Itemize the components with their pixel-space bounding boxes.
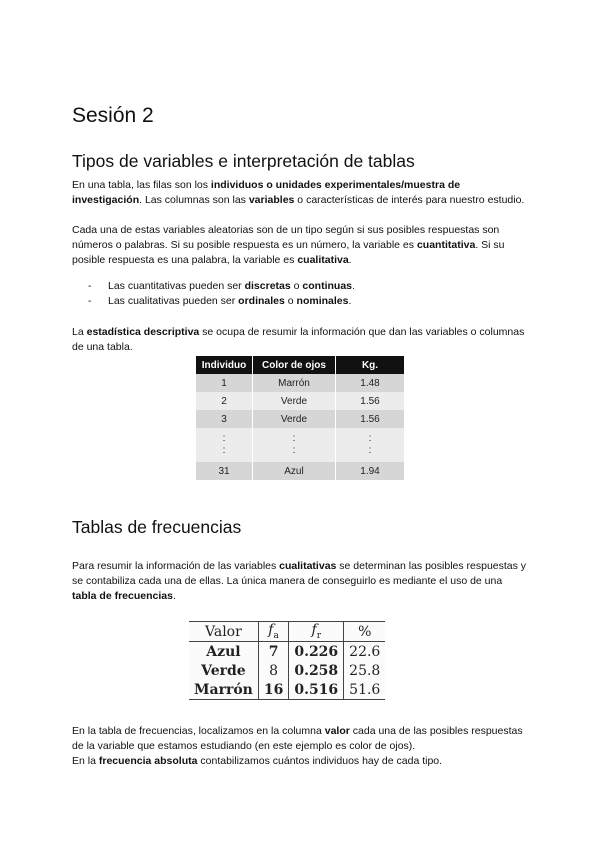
column-header: Individuo xyxy=(196,356,253,374)
table-cell: 1.48 xyxy=(336,374,405,392)
table-cell: Azul xyxy=(189,642,258,662)
table-cell: Azul xyxy=(253,462,336,480)
list-item: - Las cuantitativas pueden ser discretas o continuas. xyxy=(88,280,355,292)
table-cell: 7 xyxy=(258,642,288,662)
table-ellipsis-row xyxy=(196,428,405,462)
table-cell: 1.56 xyxy=(336,410,405,428)
section-title-variables: Tipos de variables e interpretación de tablas xyxy=(72,151,415,171)
section-title-frequency-tables: Tablas de frecuencias xyxy=(72,517,242,537)
table-cell: 31 xyxy=(196,462,253,480)
table-cell: Verde xyxy=(253,410,336,428)
table-cell: 51.6 xyxy=(344,680,386,700)
table-cell: 1.56 xyxy=(336,392,405,410)
table-cell: 16 xyxy=(258,680,288,700)
variable-subtypes-list xyxy=(88,279,355,309)
column-header-fr: $f_r$ xyxy=(289,622,344,642)
table-header-row xyxy=(189,622,385,642)
column-header: Kg. xyxy=(336,356,405,374)
column-header-fa: $f_a$ xyxy=(258,622,288,642)
paragraph-valor-column: En la tabla de frecuencias, localizamos en la columna valor cada una de las posibles respuestas de la variable que estamos estudiando (en este ejemplo es color de ojos). xyxy=(72,725,523,752)
table-cell: 3 xyxy=(196,410,253,428)
table-row xyxy=(196,462,405,480)
table-cell: Marrón xyxy=(189,680,258,700)
individuals-table xyxy=(196,356,405,480)
paragraph-descriptive-stats: La estadística descriptiva se ocupa de resumir la información que dan las variables o columnas de una tabla. xyxy=(72,326,525,353)
table-cell: Marrón xyxy=(253,374,336,392)
table-cell: 8 xyxy=(258,661,288,680)
table-cell: 1 xyxy=(196,374,253,392)
table-cell: 2 xyxy=(196,392,253,410)
table-cell: Verde xyxy=(189,661,258,680)
paragraph-absolute-frequency: En la frecuencia absoluta contabilizamos cuántos individuos hay de cada tipo. xyxy=(72,755,443,767)
list-item: - Las cualitativas pueden ser ordinales o nominales. xyxy=(88,295,352,307)
table-row xyxy=(189,680,385,700)
table-row xyxy=(196,374,405,392)
column-header-valor: Valor xyxy=(189,622,258,642)
ellipsis-cell: : : xyxy=(336,428,405,462)
table-cell: 1.94 xyxy=(336,462,405,480)
table-cell: 0.226 xyxy=(289,642,344,662)
table-cell: 0.258 xyxy=(289,661,344,680)
column-header-percent: % xyxy=(344,622,386,642)
ellipsis-cell: : : xyxy=(253,428,336,462)
page-title: Sesión 2 xyxy=(72,104,154,127)
ellipsis-cell: : : xyxy=(196,428,253,462)
paragraph-rows-columns: En una tabla, las filas son los individuos o unidades experimentales/muestra de investigación. Las columnas son las variables o características de interés para nuestro estudio. xyxy=(72,179,525,206)
table-row xyxy=(189,661,385,680)
frequency-table xyxy=(189,621,385,700)
table-cell: 22.6 xyxy=(349,643,381,660)
paragraph-variable-types: Cada una de estas variables aleatorias son de un tipo según si sus posibles respuestas son números o palabras. Si su posible respuesta es un número, la variable es cuantitativa. Si su posible respuesta es una palabra, la variable es cualitativa. xyxy=(72,224,505,266)
column-header: Color de ojos xyxy=(253,356,336,374)
table-row xyxy=(196,410,405,428)
table-cell: 25.8 xyxy=(349,662,381,679)
table-row xyxy=(189,642,385,662)
paragraph-frequency-intro: Para resumir la información de las variables cualitativas se determinan las posibles respuestas y se contabiliza cada una de ellas. La única manera de conseguirlo es mediante el uso de una tabla de frecuencias. xyxy=(72,560,527,602)
table-header-row xyxy=(196,356,405,374)
table-cell: Verde xyxy=(253,392,336,410)
table-cell: 0.516 xyxy=(289,680,344,700)
table-row xyxy=(196,392,405,410)
